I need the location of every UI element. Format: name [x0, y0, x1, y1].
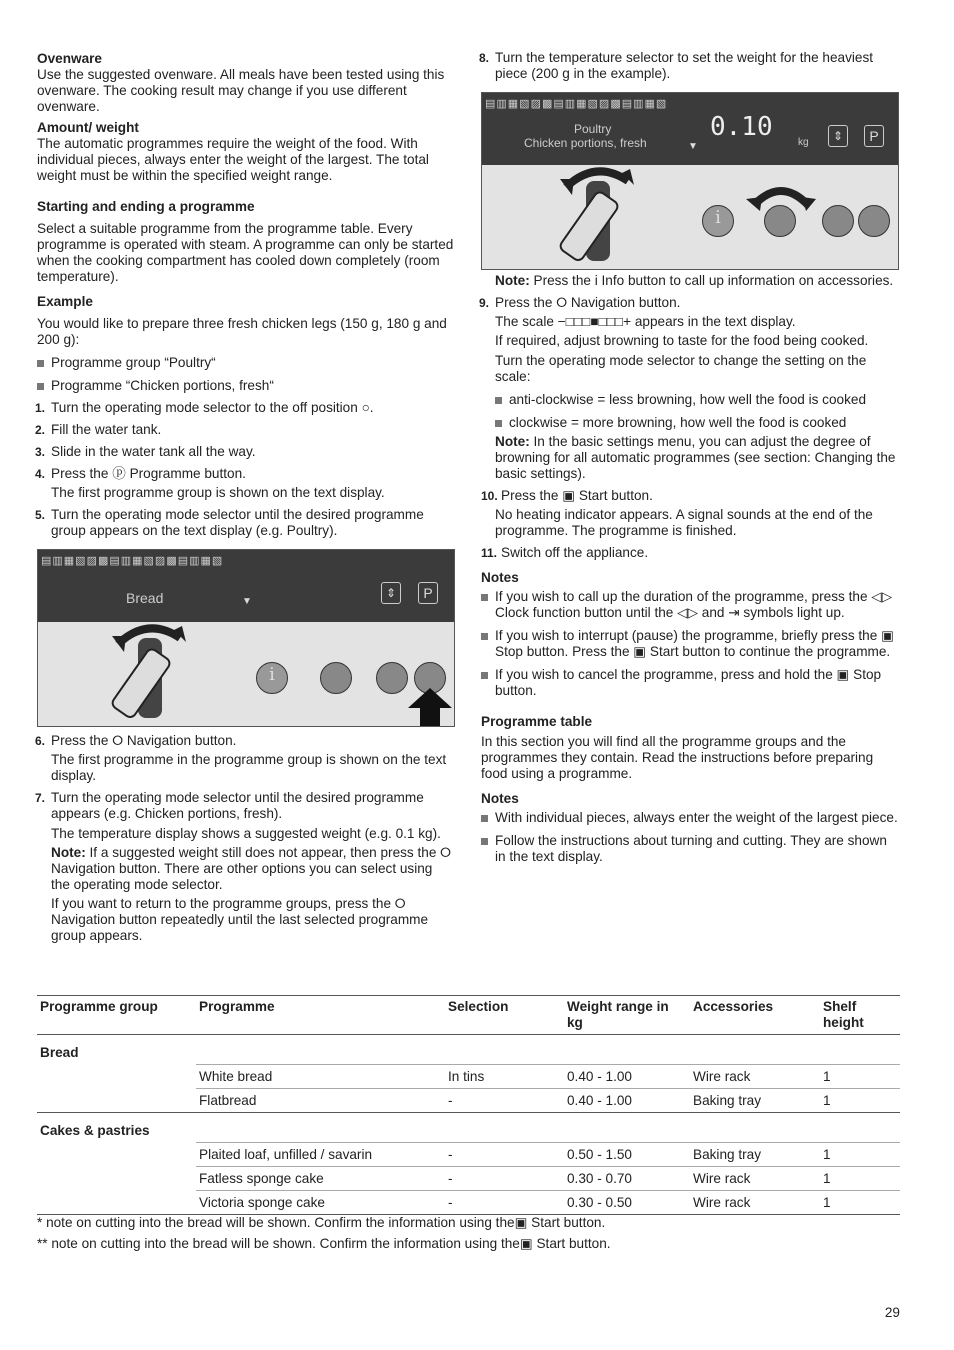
table-row: Victoria sponge cake - 0.30 - 0.50 Wire rack 1 — [37, 1191, 900, 1215]
notes-heading: Notes — [481, 570, 519, 585]
example-heading: Example — [37, 294, 93, 309]
step-7: 7. Turn the operating mode selector until the desired programme appears (e.g. Chicken portions, fresh). The temperature display shows a suggested weight (e.g. 0.1 kg). — [37, 790, 455, 842]
control-panel-illustration — [37, 549, 455, 727]
step-4-detail: The first programme group is shown on the text display. — [51, 485, 385, 500]
step-9-detail-2: Turn the operating mode selector to change the setting on the scale: — [495, 353, 867, 384]
note: Note: In the basic settings menu, you can adjust the degree of browning for all automatic programmes (see section: Changing the basic settings). — [495, 434, 896, 481]
column-header: Programme — [196, 996, 445, 1035]
amount-heading: Amount/ weight — [37, 120, 139, 135]
weight-unit: kg — [798, 137, 809, 148]
table-group-row: Cakes & pastries — [40, 1122, 150, 1138]
ovenware-heading: Ovenware — [37, 51, 102, 66]
programme-table-heading: Programme table — [481, 714, 593, 729]
mode-selector-knob-icon — [556, 155, 646, 267]
note-detail: If you want to return to the programme groups, press the ⭘ Navigation button repeatedly until the last selected programme group appears. — [51, 896, 429, 943]
column-header: Shelf height — [820, 996, 900, 1035]
table-header-row — [37, 996, 900, 1035]
step-6: 6. Press the ⭘ Navigation button. The first programme in the programme group is shown on the text display. — [37, 733, 455, 784]
list-item: If you wish to cancel the programme, press and hold the ▣ Stop button. — [481, 667, 901, 699]
footnote: * note on cutting into the bread will be shown. Confirm the information using the▣ Start button. — [37, 1215, 606, 1230]
column-header: Programme group — [37, 996, 196, 1035]
programme-table — [37, 995, 900, 1215]
table-row: Fatless sponge cake - 0.30 - 0.70 Wire rack 1 — [37, 1167, 900, 1191]
step-4: 4. Press the ⓟ Programme button. The first programme group is shown on the text display. — [37, 466, 455, 501]
step-1: 1. Turn the operating mode selector to the off position ○. — [35, 400, 374, 415]
weight-panel-illustration — [481, 92, 899, 270]
step-2: 2. Fill the water tank. — [35, 422, 162, 437]
list-item: Programme “Chicken portions, fresh“ — [37, 378, 455, 394]
navigation-icon: ⇕ — [828, 125, 848, 147]
button — [376, 662, 408, 694]
step-9: 9. Press the ⭘ Navigation button. The scale −□□□■□□□+ appears in the text display. If required, adjust browning to taste for the food being cooked. Turn the operating mode selector to change the setting on the scale: — [481, 295, 901, 385]
ovenware-text: Use the suggested ovenware. All meals have been tested using this ovenware. The cooking result may change if you use different ovenware. — [37, 67, 445, 114]
column-header: Weight range in kg — [564, 996, 690, 1035]
list-item: If you wish to interrupt (pause) the programme, briefly press the ▣ Stop button. Press the ▣ Start button to continue the programme. — [481, 628, 901, 660]
display-label: Bread — [126, 590, 164, 606]
mode-selector-knob-icon — [108, 612, 198, 724]
left-column — [37, 50, 455, 944]
mode-icons: ▤▥▦▧▨▩▤▥▦▧▨▩▤▥▦▧ — [485, 98, 668, 110]
column-header: Accessories — [690, 996, 820, 1035]
footnote: ** note on cutting into the bread will be shown. Confirm the information using the▣ Start button. — [37, 1236, 611, 1251]
button — [858, 205, 890, 237]
page-number: 29 — [884, 1305, 900, 1320]
list-item: With individual pieces, always enter the weight of the largest piece. — [481, 810, 901, 826]
text-display — [38, 550, 454, 622]
amount-text: The automatic programmes require the weight of the food. With individual pieces, always enter the weight of the largest. The total weight must be within the specified weight range. — [37, 136, 429, 183]
arrow-up-icon — [408, 688, 452, 726]
list-item: clockwise = more browning, how well the food is cooked — [495, 415, 901, 431]
programme-p-icon: P — [418, 582, 438, 604]
note: Note: Press the i Info button to call up information on accessories. — [495, 273, 894, 288]
notes-heading: Notes — [481, 791, 519, 806]
step-9-scale: The scale −□□□■□□□+ appears in the text display. — [495, 314, 796, 329]
dropdown-triangle-icon: ▼ — [242, 596, 252, 607]
list-item: If you wish to call up the duration of the programme, press the ◁▷ Clock function button until the ◁▷ and ⇥ symbols light up. — [481, 589, 901, 621]
table-row: Flatbread - 0.40 - 1.00 Baking tray 1 — [37, 1089, 900, 1113]
weight-value: 0.10 — [710, 112, 773, 142]
display-line-1: Poultry — [574, 122, 612, 136]
step-5: 5. Turn the operating mode selector until the desired programme group appears on the text display (e.g. Poultry). — [35, 507, 424, 538]
display-line-2: Chicken portions, fresh — [524, 136, 647, 150]
button — [822, 205, 854, 237]
table-group-row: Bread — [40, 1044, 79, 1060]
dropdown-triangle-icon: ▼ — [688, 141, 698, 152]
step-10: 10. Press the ▣ Start button. No heating indicator appears. A signal sounds at the end of the programme. The programme is finished. — [481, 488, 901, 539]
right-column — [481, 50, 901, 865]
step-10-detail: No heating indicator appears. A signal sounds at the end of the programme. The programme is finished. — [495, 507, 873, 538]
text-display — [482, 93, 898, 165]
button — [320, 662, 352, 694]
programme-p-icon: P — [864, 125, 884, 147]
step-11: 11. Switch off the appliance. — [481, 545, 649, 560]
starting-text: Select a suitable programme from the programme table. Every programme is operated with steam. A programme can only be started when the cooking compartment has cooled down completely (room temperature). — [37, 221, 454, 284]
column-header: Selection — [445, 996, 564, 1035]
programme-table-text: In this section you will find all the programme groups and the programmes they contain. Read the instructions before preparing food using a programme. — [481, 734, 874, 781]
note: Note: If a suggested weight still does not appear, then press the ⭘ Navigation button. There are other options you can select using the operating mode selector. — [51, 845, 452, 892]
starting-heading: Starting and ending a programme — [37, 199, 255, 214]
step-9-detail: If required, adjust browning to taste for the food being cooked. — [495, 333, 869, 348]
table-row: White bread In tins 0.40 - 1.00 Wire rack 1 — [37, 1065, 900, 1089]
list-item: anti-clockwise = less browning, how well the food is cooked — [495, 392, 901, 408]
temperature-selector — [764, 205, 796, 237]
info-button: i — [702, 205, 734, 237]
step-6-detail: The first programme in the programme group is shown on the text display. — [51, 752, 447, 783]
step-8: 8. Turn the temperature selector to set the weight for the heaviest piece (200 g in the example). — [479, 50, 874, 81]
list-item: Follow the instructions about turning and cutting. They are shown in the text display. — [481, 833, 901, 865]
table-row: Plaited loaf, unfilled / savarin - 0.50 - 1.50 Baking tray 1 — [37, 1143, 900, 1167]
browning-list — [481, 392, 901, 431]
mode-icons: ▤▥▦▧▨▩▤▥▦▧▨▩▤▥▦▧ — [41, 555, 224, 567]
step-3: 3. Slide in the water tank all the way. — [35, 444, 256, 459]
navigation-icon: ⇕ — [381, 582, 401, 604]
info-button: i — [256, 662, 288, 694]
list-item: Programme group “Poultry“ — [37, 355, 455, 371]
example-intro: You would like to prepare three fresh chicken legs (150 g, 180 g and 200 g): — [37, 316, 447, 347]
step-7-detail: The temperature display shows a suggested weight (e.g. 0.1 kg). — [51, 826, 441, 841]
